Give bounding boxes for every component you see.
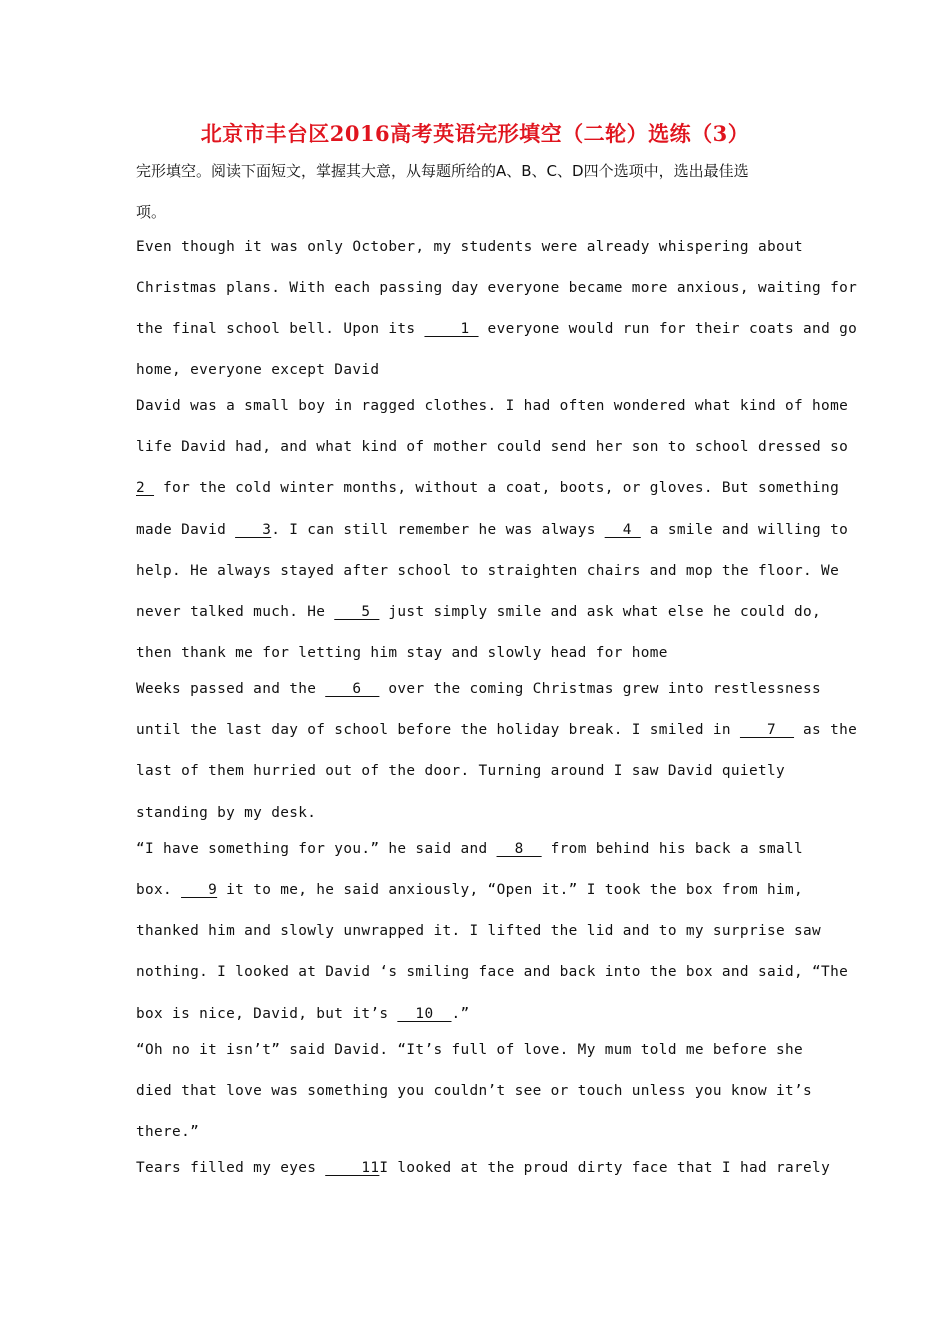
- passage-line: [136, 1006, 470, 1022]
- passage-line: [136, 681, 821, 697]
- passage-text: for the cold winter months, without a coat, boots, or gloves. But something: [154, 480, 840, 496]
- blank-number: __10__: [397, 1006, 452, 1022]
- instructions-line-1: 完形填空。阅读下面短文，掌握其大意，从每题所给的A、B、C、D四个选项中，选出最佳选: [136, 162, 749, 180]
- passage-text: box is nice, David, but it’s: [136, 1006, 398, 1022]
- passage-line: [136, 1124, 199, 1140]
- passage-text: home, everyone except David: [136, 362, 380, 378]
- passage-line: [136, 604, 821, 620]
- passage-text: made David: [136, 522, 236, 538]
- passage-line: [136, 522, 848, 538]
- blank-number: ___5_: [334, 604, 380, 620]
- blank-number: ____11: [325, 1160, 380, 1176]
- passage-text: from behind his back a small: [541, 841, 804, 857]
- passage-line: [136, 563, 839, 579]
- passage-line: [136, 439, 848, 455]
- passage-text: Christmas plans. With each passing day everyone became more anxious, waiting for: [136, 280, 858, 296]
- passage-line: [136, 1160, 830, 1176]
- passage-text: Tears filled my eyes: [136, 1160, 326, 1176]
- passage-line: [136, 882, 803, 898]
- blank-number: __8__: [496, 841, 542, 857]
- passage-text: nothing. I looked at David ‘s smiling face and back into the box and said, “The: [136, 964, 849, 980]
- passage-text: Weeks passed and the: [136, 681, 326, 697]
- blank-number: __4_: [604, 522, 641, 538]
- document-title: 北京市丰台区2016高考英语完形填空（二轮）选练（3）: [200, 121, 750, 146]
- passage-text: everyone would run for their coats and go: [478, 321, 858, 337]
- passage-line: [136, 398, 848, 414]
- passage-text: I looked at the proud dirty face that I had rarely: [379, 1160, 831, 1176]
- passage-line: [136, 841, 803, 857]
- passage-line: [136, 645, 668, 661]
- blank-number: ____1_: [424, 321, 479, 337]
- passage-text: last of them hurried out of the door. Turning around I saw David quietly: [136, 763, 785, 779]
- passage-text: life David had, and what kind of mother could send her son to school dressed so: [136, 439, 849, 455]
- passage-line: [136, 923, 821, 939]
- passage-text: there.”: [136, 1124, 200, 1140]
- passage-text: it to me, he said anxiously, “Open it.” I took the box from him,: [217, 882, 804, 898]
- passage-text: “Oh no it isn’t” said David. “It’s full of love. My mum told me before she: [136, 1042, 804, 1058]
- passage-text: just simply smile and ask what else he could do,: [379, 604, 822, 620]
- passage-text: the final school bell. Upon its: [136, 321, 425, 337]
- blank-number: ___7__: [739, 722, 795, 738]
- instructions-line-2: 项。: [136, 203, 167, 221]
- passage-line: [136, 805, 316, 821]
- passage-line: [136, 362, 379, 378]
- passage-text: thanked him and slowly unwrapped it. I lifted the lid and to my surprise saw: [136, 923, 822, 939]
- passage-line: [136, 964, 848, 980]
- passage-text: over the coming Christmas grew into restlessness: [379, 681, 822, 697]
- passage-line: [136, 280, 857, 296]
- blank-number: 2_: [136, 480, 155, 496]
- blank-number: ___9: [181, 882, 218, 898]
- passage-text: standing by my desk.: [136, 805, 317, 821]
- blank-number: ___3: [235, 522, 272, 538]
- passage-text: help. He always stayed after school to straighten chairs and mop the floor. We: [136, 563, 840, 579]
- passage-text: until the last day of school before the holiday break. I smiled in: [136, 722, 740, 738]
- passage-text: box.: [136, 882, 182, 898]
- passage-line: [136, 480, 839, 496]
- passage-line: [136, 763, 785, 779]
- passage-line: [136, 1042, 803, 1058]
- passage-text: . I can still remember he was always: [271, 522, 605, 538]
- passage-text: Even though it was only October, my students were already whispering about: [136, 239, 804, 255]
- passage-text: then thank me for letting him stay and slowly head for home: [136, 645, 668, 661]
- passage-line: [136, 321, 857, 337]
- passage-text: David was a small boy in ragged clothes. I had often wondered what kind of home: [136, 398, 849, 414]
- passage-text: died that love was something you couldn’t see or touch unless you know it’s: [136, 1083, 813, 1099]
- passage-text: a smile and willing to: [640, 522, 849, 538]
- passage-text: as the: [794, 722, 858, 738]
- passage-text: never talked much. He: [136, 604, 335, 620]
- passage-text: .”: [451, 1006, 470, 1022]
- passage-line: [136, 239, 803, 255]
- passage-text: “I have something for you.” he said and: [136, 841, 497, 857]
- blank-number: ___6__: [325, 681, 380, 697]
- passage-line: [136, 722, 857, 738]
- passage-line: [136, 1083, 812, 1099]
